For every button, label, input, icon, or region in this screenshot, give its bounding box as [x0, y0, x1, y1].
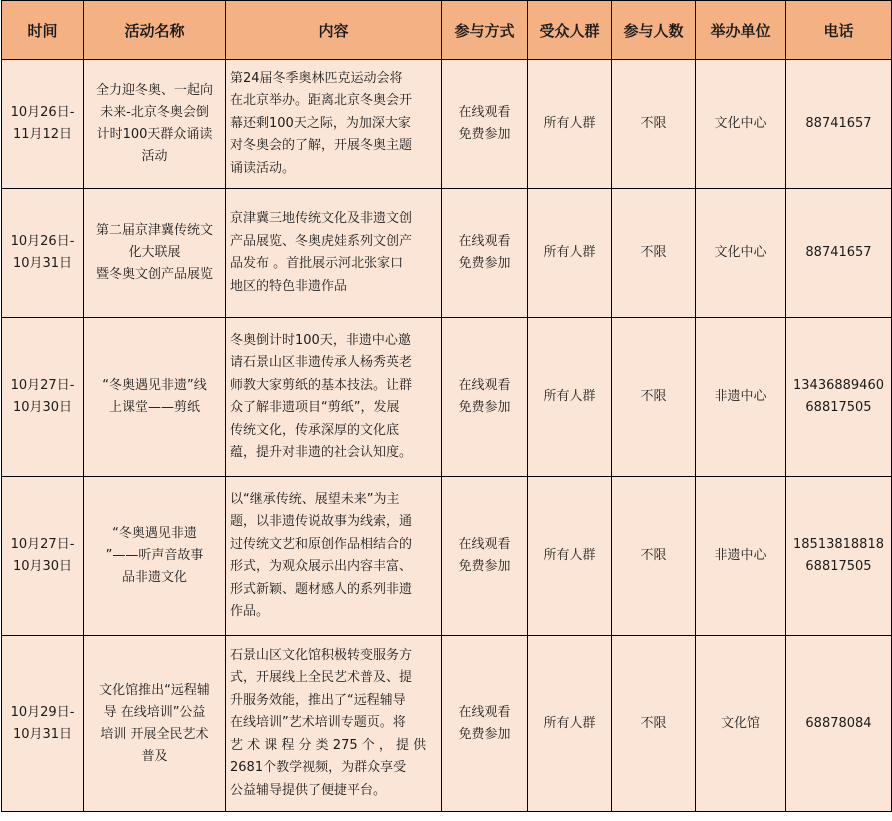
method-cell: [442, 189, 528, 318]
time-line: 10月26日-: [10, 234, 75, 249]
time-cell: [2, 477, 84, 636]
header-row: [2, 1, 892, 60]
content-cell: [226, 477, 442, 636]
content-line: 幕还剩100天之际，为加深大家: [230, 115, 411, 131]
time-line: 11月12日: [12, 127, 73, 142]
phone-number: 88741657: [805, 245, 872, 260]
method-line: 免费参加: [458, 256, 511, 271]
content-cell: [226, 636, 442, 812]
content-line: 以“继承传统、展望未来”为主: [230, 491, 400, 507]
header-organizer: 举办单位: [696, 1, 786, 60]
phone-number: 68878084: [805, 715, 872, 731]
content-line: 师教大家剪纸的基本技法。让群: [230, 377, 413, 393]
name-line: 暨冬奥文创产品展览: [95, 267, 213, 282]
audience-cell: 所有人群: [528, 189, 612, 318]
header-phone: 电话: [786, 1, 892, 60]
content-cell: [226, 189, 442, 318]
time-line: 10月31日: [12, 726, 73, 742]
name-line: 文化馆推出“远程辅: [99, 682, 210, 698]
count-cell: 不限: [612, 189, 696, 318]
content-line: 形式新颖、题材感人的系列非遗: [230, 581, 413, 597]
method-line: 在线观看: [458, 234, 511, 249]
count-cell: 不限: [612, 636, 696, 812]
content-line: 品发布 。首批展示河北张家口: [230, 256, 404, 271]
content-line: 诵读活动。: [230, 160, 296, 176]
phone-number: 68817505: [805, 400, 872, 415]
time-line: 10月27日-: [10, 537, 75, 552]
audience-cell: 所有人群: [528, 477, 612, 636]
content-line: 冬奥倒计时100天，非遗中心邀: [230, 332, 411, 348]
method-line: 免费参加: [458, 726, 511, 742]
header-participation-method: 参与方式: [442, 1, 528, 60]
content-line: 京津冀三地传统文化及非遗文创: [230, 211, 413, 226]
time-cell: [2, 60, 84, 189]
time-line: 10月27日-: [10, 378, 75, 393]
time-cell: [2, 318, 84, 477]
time-line: 10月26日-: [10, 105, 75, 120]
audience-cell: 所有人群: [528, 60, 612, 189]
name-line: ”——听声音故事: [105, 548, 204, 563]
activities-table: [1, 0, 892, 812]
content-line: 在线培训”艺术培训专题页。将: [230, 715, 406, 731]
content-line: 对冬奥会的了解，开展冬奥主题: [230, 138, 413, 154]
name-line: 品非遗文化: [121, 570, 187, 585]
content-line: 蕴，提升对非遗的社会认知度。: [230, 445, 413, 460]
content-line: 众了解非遗项目“剪纸”，发展: [230, 400, 400, 415]
method-line: 在线观看: [458, 704, 511, 720]
activity-name-cell: [84, 318, 226, 477]
method-cell: [442, 636, 528, 812]
audience-cell: 所有人群: [528, 318, 612, 477]
time-line: 10月31日: [12, 256, 73, 271]
content-line: 艺 术 课 程 分 类 275 个 ， 提 供: [230, 737, 427, 753]
time-cell: [2, 189, 84, 318]
organizer-cell: 非遗中心: [696, 477, 786, 636]
name-line: 全力迎冬奥、一起向: [95, 83, 213, 98]
name-line: 活动: [141, 149, 168, 164]
content-line: 在北京举办。距离北京冬奥会开: [230, 93, 413, 109]
content-line: 产品展览、冬奥虎娃系列文创产: [230, 233, 413, 249]
header-activity-name: 活动名称: [84, 1, 226, 60]
content-line: 传统文化，传承深厚的文化底: [230, 422, 400, 438]
table-row: [2, 60, 892, 189]
phone-number: 18513818818: [793, 537, 884, 552]
content-line: 形式，为观众展示出内容丰富、: [230, 559, 413, 574]
header-audience: 受众人群: [528, 1, 612, 60]
method-cell: [442, 60, 528, 189]
name-line: 导 在线培训”公益: [103, 704, 206, 720]
method-line: 免费参加: [458, 559, 511, 574]
name-line: 培训 开展全民艺术: [100, 726, 209, 742]
activity-name-cell: [84, 636, 226, 812]
phone-cell: [786, 636, 892, 812]
phone-number: 68817505: [805, 559, 872, 574]
phone-number: 13436889460: [793, 378, 884, 393]
content-line: 题，以非遗传说故事为线索，通: [230, 514, 413, 529]
count-cell: 不限: [612, 477, 696, 636]
method-line: 在线观看: [458, 378, 511, 393]
content-line: 地区的特色非遗作品: [230, 278, 348, 294]
method-line: 免费参加: [458, 400, 511, 415]
time-line: 10月30日: [12, 400, 73, 415]
content-cell: [226, 318, 442, 477]
name-line: 上课堂——剪纸: [108, 400, 200, 415]
time-cell: [2, 636, 84, 812]
activity-name-cell: [84, 477, 226, 636]
time-line: 10月29日-: [10, 704, 75, 720]
table-row: [2, 189, 892, 318]
name-line: “冬奥遇见非遗”线: [102, 378, 207, 393]
audience-cell: 所有人群: [528, 636, 612, 812]
count-cell: 不限: [612, 60, 696, 189]
method-line: 在线观看: [458, 537, 511, 552]
content-line: 2681个教学视频，为群众享受: [230, 760, 407, 776]
name-line: “冬奥遇见非遗: [112, 526, 197, 541]
header-participant-count: 参与人数: [612, 1, 696, 60]
time-line: 10月30日: [12, 559, 73, 574]
header-time: 时间: [2, 1, 84, 60]
table-row: [2, 477, 892, 636]
name-line: 第二届京津冀传统文: [95, 223, 213, 238]
method-line: 在线观看: [458, 105, 511, 120]
phone-cell: [786, 189, 892, 318]
content-line: 请石景山区非遗传承人杨秀英老: [230, 355, 413, 370]
table-row: [2, 318, 892, 477]
content-line: 第24届冬季奥林匹克运动会将: [230, 70, 403, 86]
organizer-cell: 非遗中心: [696, 318, 786, 477]
organizer-cell: 文化馆: [696, 636, 786, 812]
method-cell: [442, 477, 528, 636]
name-line: 计时100天群众诵读: [96, 127, 213, 142]
phone-number: 88741657: [805, 116, 872, 131]
name-line: 普及: [141, 748, 168, 764]
phone-cell: [786, 60, 892, 189]
content-line: 石景山区文化馆积极转变服务方: [230, 647, 413, 663]
method-cell: [442, 318, 528, 477]
name-line: 化大联展: [128, 245, 181, 260]
content-cell: [226, 60, 442, 189]
content-line: 公益辅导提供了便捷平台。: [230, 782, 387, 798]
content-line: 升服务效能，推出了“远程辅导: [230, 692, 406, 708]
content-line: 作品。: [230, 604, 270, 619]
content-line: 过传统文艺和原创作品相结合的: [230, 536, 413, 552]
phone-cell: [786, 477, 892, 636]
method-line: 免费参加: [458, 127, 511, 142]
table-row: [2, 636, 892, 812]
content-line: 式，开展线上全民艺术普及、提: [230, 670, 413, 686]
activity-name-cell: [84, 189, 226, 318]
organizer-cell: 文化中心: [696, 189, 786, 318]
name-line: 未来-北京冬奥会倒: [100, 105, 209, 120]
header-content: 内容: [226, 1, 442, 60]
phone-cell: [786, 318, 892, 477]
organizer-cell: 文化中心: [696, 60, 786, 189]
count-cell: 不限: [612, 318, 696, 477]
activity-name-cell: [84, 60, 226, 189]
